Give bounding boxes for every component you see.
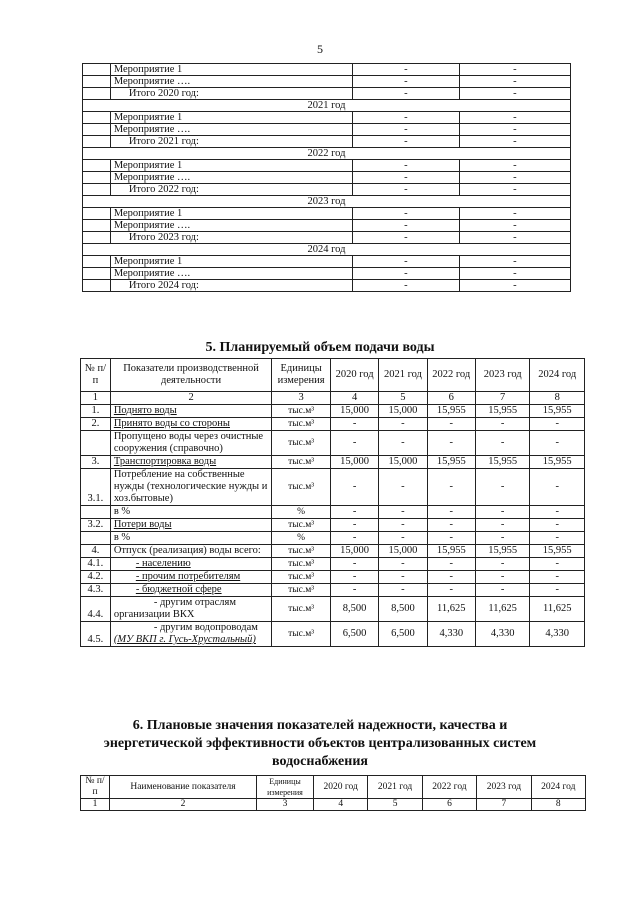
row-number: 4.3.	[81, 584, 111, 597]
table-row	[81, 584, 585, 597]
measure-name: Итого 2022 год:	[110, 184, 352, 196]
value-cell: 15,955	[427, 456, 475, 469]
row-number-cell	[83, 76, 111, 88]
value-cell: -	[353, 88, 460, 100]
table-row	[81, 597, 585, 622]
value-cell: -	[353, 232, 460, 244]
value-cell: -	[353, 172, 460, 184]
value-cell: -	[530, 532, 585, 545]
value-cell: 6,500	[330, 622, 378, 647]
index-cell: 3	[257, 799, 314, 811]
value-cell: -	[530, 469, 585, 506]
value-cell: 4,330	[475, 622, 530, 647]
indicator-name	[110, 469, 271, 506]
unit-cell: тыс.м³	[272, 519, 331, 532]
indicator-label: - прочим потребителям	[135, 571, 241, 582]
year-row	[83, 100, 571, 112]
indicator-label: - населению	[135, 558, 191, 569]
indicator-name	[110, 405, 271, 418]
value-cell: -	[459, 280, 570, 292]
measure-name: Мероприятие ….	[110, 172, 352, 184]
page-number: 5	[317, 42, 323, 56]
table-row	[83, 208, 571, 220]
value-cell: -	[379, 469, 427, 506]
water-supply-table	[80, 358, 585, 647]
row-number	[81, 506, 111, 519]
value-cell: 15,955	[530, 405, 585, 418]
value-cell: -	[353, 76, 460, 88]
value-cell: -	[353, 256, 460, 268]
row-number: 3.2.	[81, 519, 111, 532]
indicator-label: в %	[113, 532, 131, 543]
index-cell: 2	[110, 392, 271, 405]
row-number-cell	[83, 208, 111, 220]
indicator-label: Потребление на собственные нужды (технологические нужды и хоз.бытовые)	[113, 469, 268, 504]
header-cell: Единицы измерения	[257, 776, 314, 799]
value-cell: -	[330, 418, 378, 431]
value-cell: 15,955	[427, 405, 475, 418]
value-cell: -	[353, 64, 460, 76]
value-cell: -	[353, 280, 460, 292]
unit-cell: тыс.м³	[272, 622, 331, 647]
indicator-name	[110, 519, 271, 532]
header-cell: 2022 год	[427, 359, 475, 392]
table-row	[83, 124, 571, 136]
unit-cell: %	[272, 532, 331, 545]
indicator-name	[110, 597, 271, 622]
table-row	[83, 160, 571, 172]
value-cell: 11,625	[530, 597, 585, 622]
indicator-label: Поднято воды	[113, 405, 177, 416]
row-number-cell	[83, 124, 111, 136]
value-cell: 8,500	[379, 597, 427, 622]
value-cell: -	[353, 208, 460, 220]
index-cell: 8	[530, 392, 585, 405]
index-cell: 6	[422, 799, 476, 811]
value-cell: -	[427, 519, 475, 532]
indicator-sublabel: (МУ ВКП г. Гусь-Хрустальный)	[113, 634, 256, 645]
value-cell: -	[427, 418, 475, 431]
value-cell: 6,500	[379, 622, 427, 647]
measures-table	[82, 63, 571, 292]
table-row	[83, 232, 571, 244]
indicators-table	[80, 775, 586, 811]
table-row	[83, 184, 571, 196]
row-number-cell	[83, 112, 111, 124]
value-cell: -	[530, 418, 585, 431]
indicator-name	[110, 431, 271, 456]
table-row	[81, 405, 585, 418]
year-heading: 2024 год	[83, 244, 571, 256]
row-number-cell	[83, 64, 111, 76]
value-cell: -	[379, 519, 427, 532]
index-cell: 5	[368, 799, 422, 811]
index-cell: 1	[81, 799, 110, 811]
value-cell: 15,000	[330, 456, 378, 469]
row-number: 4.2.	[81, 571, 111, 584]
value-cell: -	[459, 184, 570, 196]
header-cell: 2024 год	[531, 776, 585, 799]
unit-cell: тыс.м³	[272, 545, 331, 558]
value-cell: -	[530, 519, 585, 532]
indicator-label: Транспортировка воды	[113, 456, 217, 467]
unit-cell: тыс.м³	[272, 405, 331, 418]
value-cell: -	[459, 76, 570, 88]
value-cell: -	[459, 220, 570, 232]
table-row	[81, 532, 585, 545]
header-cell: 2023 год	[475, 359, 530, 392]
value-cell: 15,955	[530, 456, 585, 469]
year-heading: 2021 год	[83, 100, 571, 112]
indicator-name	[110, 545, 271, 558]
measure-name: Мероприятие ….	[110, 268, 352, 280]
unit-cell: тыс.м³	[272, 469, 331, 506]
value-cell: 15,000	[330, 405, 378, 418]
unit-cell: %	[272, 506, 331, 519]
value-cell: -	[379, 431, 427, 456]
value-cell: -	[459, 88, 570, 100]
value-cell: 15,000	[379, 405, 427, 418]
value-cell: -	[475, 571, 530, 584]
value-cell: 11,625	[427, 597, 475, 622]
row-number-cell	[83, 268, 111, 280]
value-cell: 4,330	[427, 622, 475, 647]
header-cell: 2020 год	[330, 359, 378, 392]
year-heading: 2023 год	[83, 196, 571, 208]
measure-name: Мероприятие ….	[110, 220, 352, 232]
value-cell: 15,955	[475, 456, 530, 469]
value-cell: -	[427, 469, 475, 506]
value-cell: -	[379, 584, 427, 597]
value-cell: 15,955	[475, 405, 530, 418]
indicator-name	[110, 456, 271, 469]
value-cell: -	[459, 64, 570, 76]
header-cell: 2024 год	[530, 359, 585, 392]
value-cell: 15,955	[427, 545, 475, 558]
header-cell: Единицы измерения	[272, 359, 331, 392]
indicator-label: - бюджетной сфере	[135, 584, 222, 595]
indicator-name	[110, 558, 271, 571]
value-cell: -	[530, 571, 585, 584]
indicator-label: Пропущено воды через очистные сооружения (справочно)	[113, 431, 264, 454]
header-cell: 2021 год	[379, 359, 427, 392]
row-number-cell	[83, 172, 111, 184]
row-number: 3.1.	[81, 469, 111, 506]
value-cell: -	[475, 431, 530, 456]
value-cell: -	[459, 112, 570, 124]
value-cell: -	[427, 431, 475, 456]
section-6-title-line: водоснабжения	[272, 754, 368, 769]
indicator-name	[110, 584, 271, 597]
table-row	[81, 558, 585, 571]
measure-name: Мероприятие 1	[110, 64, 352, 76]
row-number	[81, 532, 111, 545]
row-number-cell	[83, 184, 111, 196]
value-cell: -	[353, 124, 460, 136]
index-cell: 1	[81, 392, 111, 405]
value-cell: -	[353, 136, 460, 148]
value-cell: 15,000	[330, 545, 378, 558]
value-cell: 15,000	[379, 456, 427, 469]
indicator-name	[110, 622, 271, 647]
value-cell: -	[530, 506, 585, 519]
value-cell: -	[475, 506, 530, 519]
measure-name: Мероприятие 1	[110, 256, 352, 268]
section-6-title	[0, 717, 640, 771]
header-cell: 2022 год	[422, 776, 476, 799]
unit-cell: тыс.м³	[272, 431, 331, 456]
measure-name: Мероприятие ….	[110, 124, 352, 136]
value-cell: -	[530, 584, 585, 597]
value-cell: -	[353, 268, 460, 280]
header-cell: Наименование показателя	[110, 776, 257, 799]
table-row	[83, 64, 571, 76]
value-cell: -	[330, 584, 378, 597]
value-cell: -	[427, 558, 475, 571]
value-cell: 4,330	[530, 622, 585, 647]
table-row	[81, 571, 585, 584]
unit-cell: тыс.м³	[272, 597, 331, 622]
value-cell: -	[530, 558, 585, 571]
value-cell: -	[459, 172, 570, 184]
unit-cell: тыс.м³	[272, 584, 331, 597]
value-cell: -	[459, 124, 570, 136]
indicator-name	[110, 418, 271, 431]
unit-cell: тыс.м³	[272, 456, 331, 469]
value-cell: -	[475, 519, 530, 532]
value-cell: -	[330, 558, 378, 571]
table-row	[83, 136, 571, 148]
year-row	[83, 244, 571, 256]
value-cell: -	[379, 506, 427, 519]
table-row	[83, 220, 571, 232]
index-cell: 4	[330, 392, 378, 405]
table-header-row	[81, 359, 585, 392]
value-cell: -	[379, 571, 427, 584]
index-cell: 3	[272, 392, 331, 405]
header-cell: 2021 год	[368, 776, 422, 799]
value-cell: 8,500	[330, 597, 378, 622]
index-cell: 4	[314, 799, 368, 811]
row-number-cell	[83, 280, 111, 292]
value-cell: -	[330, 469, 378, 506]
row-number: 4.5.	[81, 622, 111, 647]
value-cell: -	[353, 160, 460, 172]
value-cell: 11,625	[475, 597, 530, 622]
table-row	[83, 172, 571, 184]
unit-cell: тыс.м³	[272, 571, 331, 584]
measure-name: Итого 2024 год:	[110, 280, 352, 292]
measure-name: Мероприятие 1	[110, 160, 352, 172]
value-cell: -	[459, 136, 570, 148]
indicator-name	[110, 506, 271, 519]
unit-cell: тыс.м³	[272, 418, 331, 431]
indicator-label: Потери воды	[113, 519, 172, 530]
year-row	[83, 196, 571, 208]
indicator-name	[110, 571, 271, 584]
value-cell: -	[475, 532, 530, 545]
table-row	[81, 469, 585, 506]
index-cell: 8	[531, 799, 585, 811]
value-cell: -	[353, 112, 460, 124]
value-cell: -	[427, 571, 475, 584]
value-cell: -	[353, 220, 460, 232]
measure-name: Мероприятие 1	[110, 112, 352, 124]
column-index-row	[81, 799, 586, 811]
table-row	[83, 268, 571, 280]
index-cell: 7	[475, 392, 530, 405]
value-cell: 15,000	[379, 545, 427, 558]
table-row	[81, 622, 585, 647]
indicator-label: Принято воды со стороны	[113, 418, 230, 429]
header-cell: № п/п	[81, 776, 110, 799]
table-row	[81, 418, 585, 431]
header-cell: № п/п	[81, 359, 111, 392]
index-cell: 5	[379, 392, 427, 405]
table-row	[81, 456, 585, 469]
value-cell: -	[475, 418, 530, 431]
row-number-cell	[83, 88, 111, 100]
row-number: 3.	[81, 456, 111, 469]
column-index-row	[81, 392, 585, 405]
value-cell: -	[475, 558, 530, 571]
value-cell: -	[379, 532, 427, 545]
section-6-title-line: 6. Плановые значения показателей надежности, качества и	[132, 718, 508, 733]
section-6-title-line: энергетической эффективности объектов централизованных систем	[103, 736, 537, 751]
measure-name: Мероприятие 1	[110, 208, 352, 220]
measure-name: Итого 2021 год:	[110, 136, 352, 148]
row-number: 4.	[81, 545, 111, 558]
value-cell: -	[330, 431, 378, 456]
value-cell: -	[379, 558, 427, 571]
value-cell: -	[427, 532, 475, 545]
table-row	[83, 88, 571, 100]
value-cell: -	[459, 268, 570, 280]
value-cell: -	[530, 431, 585, 456]
index-cell: 2	[110, 799, 257, 811]
value-cell: -	[459, 256, 570, 268]
year-heading: 2022 год	[83, 148, 571, 160]
unit-cell: тыс.м³	[272, 558, 331, 571]
row-number-cell	[83, 232, 111, 244]
value-cell: -	[459, 232, 570, 244]
header-cell: 2023 год	[477, 776, 531, 799]
value-cell: -	[427, 506, 475, 519]
measure-name: Мероприятие ….	[110, 76, 352, 88]
value-cell: -	[330, 519, 378, 532]
row-number-cell	[83, 160, 111, 172]
indicator-label: - другим отраслям организации ВКХ	[113, 597, 236, 620]
table-row	[83, 112, 571, 124]
table-row	[81, 431, 585, 456]
row-number: 1.	[81, 405, 111, 418]
value-cell: -	[475, 469, 530, 506]
row-number-cell	[83, 256, 111, 268]
measure-name: Итого 2020 год:	[110, 88, 352, 100]
indicator-label: Отпуск (реализация) воды всего:	[113, 545, 261, 556]
index-cell: 7	[477, 799, 531, 811]
year-row	[83, 148, 571, 160]
value-cell: -	[475, 584, 530, 597]
row-number-cell	[83, 220, 111, 232]
measure-name: Итого 2023 год:	[110, 232, 352, 244]
row-number: 4.4.	[81, 597, 111, 622]
table-row	[83, 76, 571, 88]
value-cell: -	[459, 160, 570, 172]
value-cell: 15,955	[475, 545, 530, 558]
value-cell: -	[379, 418, 427, 431]
value-cell: 15,955	[530, 545, 585, 558]
index-cell: 6	[427, 392, 475, 405]
value-cell: -	[353, 184, 460, 196]
table-row	[83, 256, 571, 268]
table-row	[81, 545, 585, 558]
value-cell: -	[330, 506, 378, 519]
row-number: 2.	[81, 418, 111, 431]
row-number: 4.1.	[81, 558, 111, 571]
indicator-name	[110, 532, 271, 545]
section-5-title: 5. Планируемый объем подачи воды	[205, 340, 435, 355]
table-header-row	[81, 776, 586, 799]
value-cell: -	[427, 584, 475, 597]
value-cell: -	[330, 532, 378, 545]
value-cell: -	[330, 571, 378, 584]
row-number	[81, 431, 111, 456]
value-cell: -	[459, 208, 570, 220]
table-row	[81, 519, 585, 532]
indicator-label: - другим водопроводам	[153, 622, 258, 633]
header-cell: 2020 год	[314, 776, 368, 799]
row-number-cell	[83, 136, 111, 148]
table-row	[81, 506, 585, 519]
header-cell: Показатели производственной деятельности	[110, 359, 271, 392]
indicator-label: в %	[113, 506, 131, 517]
table-row	[83, 280, 571, 292]
